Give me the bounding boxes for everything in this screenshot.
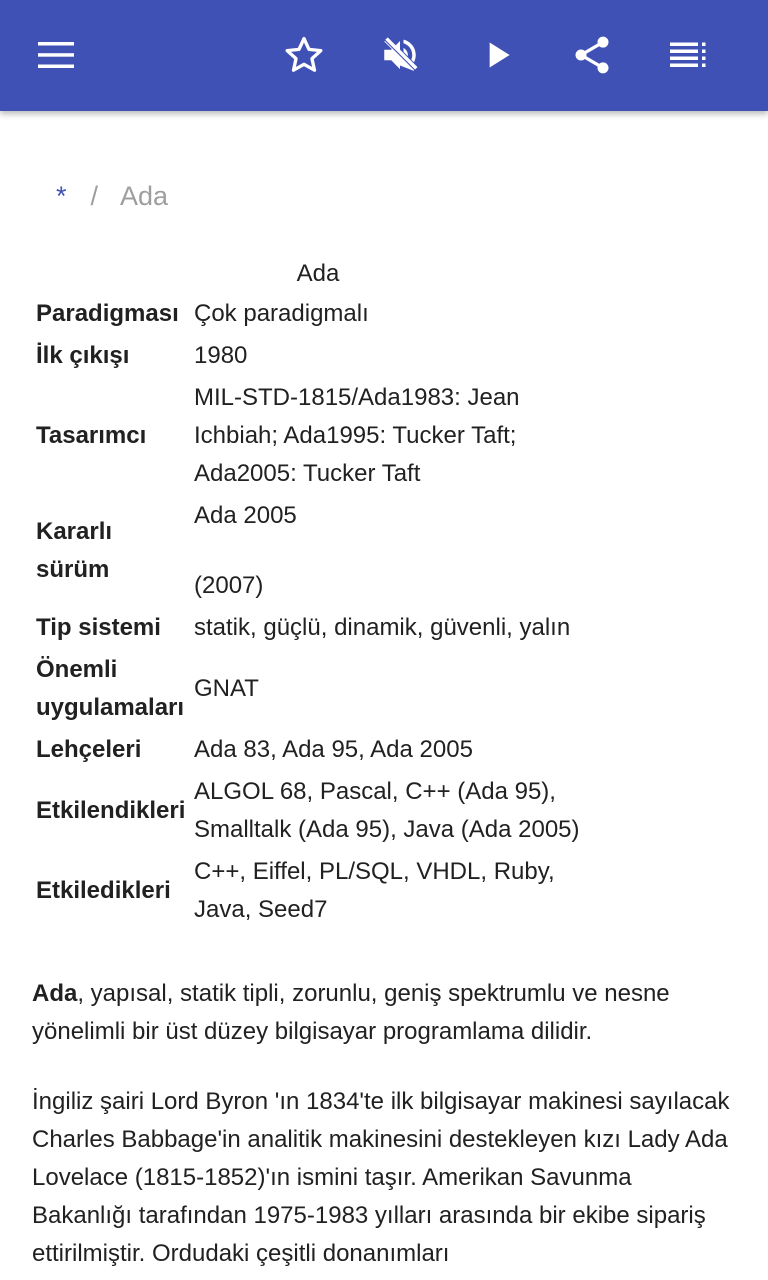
volume-off-icon [379, 34, 421, 76]
breadcrumb-separator: / [90, 181, 99, 211]
table-row [36, 609, 594, 651]
app-toolbar [0, 0, 768, 111]
infobox-value: Çok paradigmalı [194, 300, 369, 327]
table-row [36, 295, 594, 337]
table-row [36, 497, 594, 609]
table-row [36, 773, 594, 853]
play-icon [478, 35, 518, 75]
infobox-label: Tasarımcı [36, 422, 147, 449]
paragraph-history: İngiliz şairi Lord Byron 'ın 1834'te ilk bilgisayar makinesi sayılacak Charles Babbage'in analitik makinesini destekleyen kızı Lady Ada Lovelace (1815-1852)'ın ismini taşır. Amerikan Savunma Bakanlığı tarafından 1975-1983 yılları arasında bir ekibe sipariş ettirilmiştir. Ordudaki çeşitli donanımları [32, 1088, 730, 1267]
infobox-label: Paradigması [36, 300, 179, 327]
table-row [36, 651, 594, 731]
hamburger-menu-icon [36, 41, 76, 69]
paragraph-intro-text: , yapısal, statik tipli, zorunlu, geniş spektrumlu ve nesne yönelimli bir üst düzey bilgisayar programlama dilidir. [32, 980, 670, 1045]
infobox-label: Etkiledikleri [36, 877, 171, 904]
article-content[interactable] [0, 111, 768, 1280]
infobox-label: Kararlı sürüm [36, 518, 113, 583]
infobox [36, 253, 596, 933]
infobox-value: GNAT [194, 675, 259, 702]
paragraph-intro [32, 975, 738, 1051]
infobox-value: Ada 83, Ada 95, Ada 2005 [194, 736, 473, 763]
article-subject: Ada [32, 980, 78, 1007]
infobox-label: İlk çıkışı [36, 342, 130, 369]
stable-release-date: (2007) [194, 572, 264, 599]
infobox-label: Tip sistemi [36, 614, 161, 641]
table-row [36, 731, 594, 773]
infobox-label: Önemli uygulamaları [36, 656, 185, 721]
table-row [36, 379, 594, 497]
share-button[interactable] [568, 31, 616, 79]
infobox-value: C++, Eiffel, PL/SQL, VHDL, Ruby, Java, Seed7 [194, 858, 555, 923]
article-body [32, 975, 738, 1280]
infobox-caption: Ada [296, 260, 340, 287]
favorite-button[interactable] [280, 31, 328, 79]
infobox-value [194, 497, 594, 609]
mute-button[interactable] [376, 31, 424, 79]
table-of-contents-icon [668, 41, 708, 69]
table-row [36, 853, 594, 933]
table-row [36, 337, 594, 379]
infobox-label: Etkilendikleri [36, 797, 186, 824]
infobox-label: Lehçeleri [36, 736, 142, 763]
infobox-value: statik, güçlü, dinamik, güvenli, yalın [194, 614, 571, 641]
infobox-value: ALGOL 68, Pascal, C++ (Ada 95), Smalltalk (Ada 95), Java (Ada 2005) [194, 778, 580, 843]
infobox-value: 1980 [194, 342, 248, 369]
breadcrumb [56, 181, 168, 212]
breadcrumb-current: Ada [120, 181, 169, 211]
share-icon [570, 33, 614, 77]
stable-release-version: Ada 2005 [194, 502, 297, 529]
infobox-value: MIL-STD-1815/Ada1983: Jean Ichbiah; Ada1995: Tucker Taft; Ada2005: Tucker Taft [194, 384, 520, 487]
contents-button[interactable] [664, 31, 712, 79]
infobox-table [36, 295, 594, 933]
play-button[interactable] [474, 31, 522, 79]
star-outline-icon [283, 34, 325, 76]
breadcrumb-home-link[interactable]: * [56, 181, 67, 211]
menu-button[interactable] [32, 31, 80, 79]
